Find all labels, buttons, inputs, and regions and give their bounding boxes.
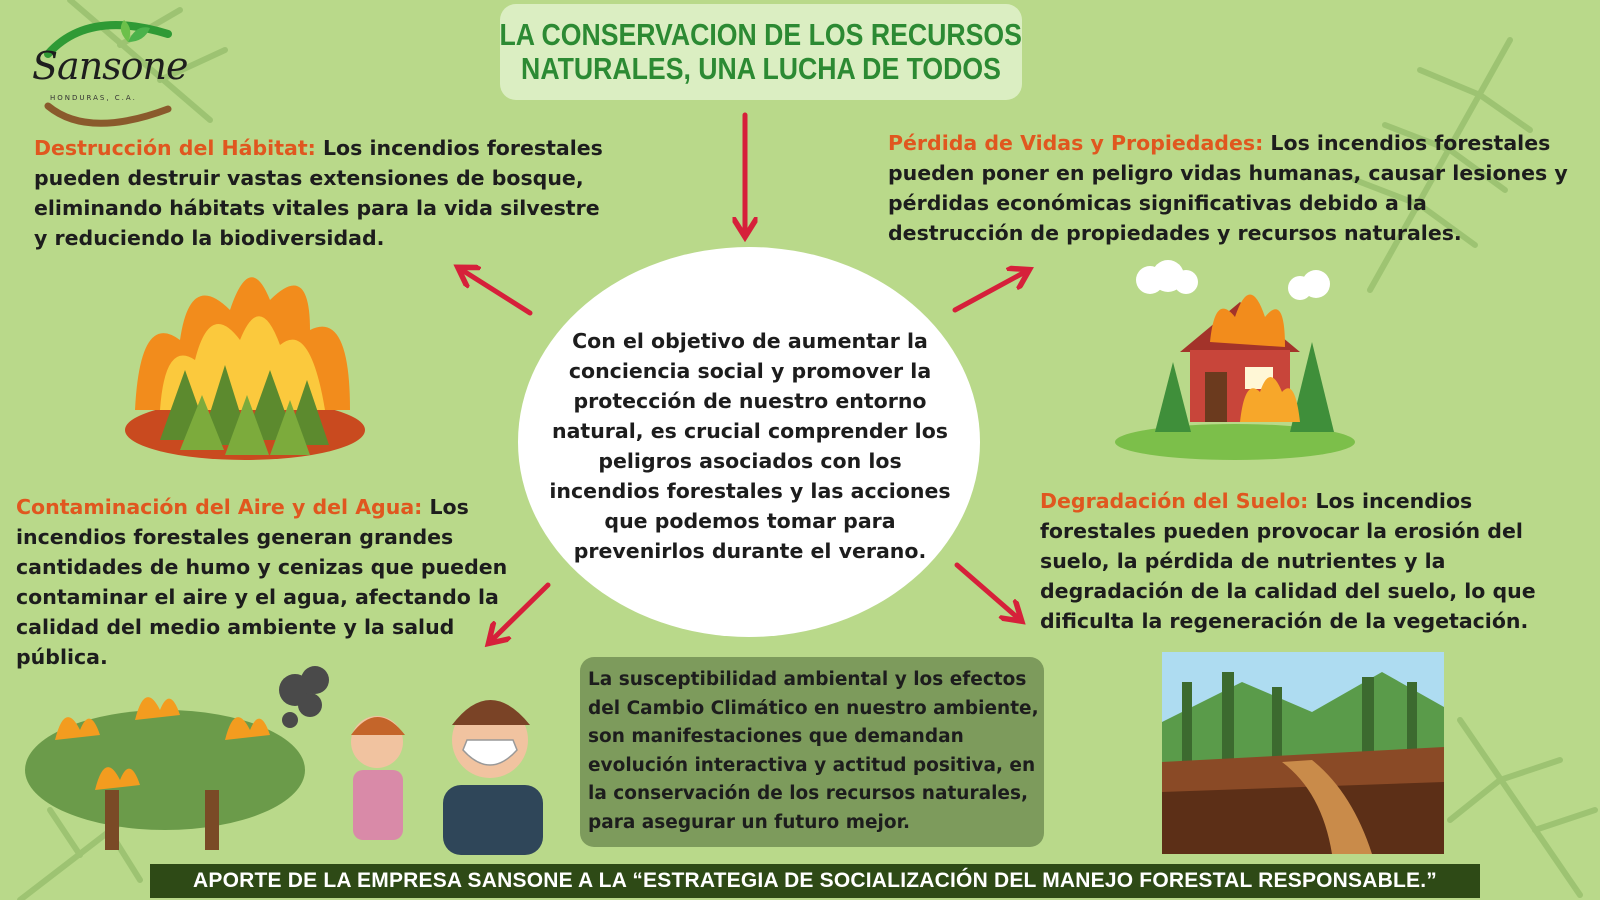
lives-heading: Pérdida de Vidas y Propiedades:	[888, 131, 1264, 155]
pollution-body: Los incendios forestales generan grandes cantidades de humo y cenizas que pueden contaminar el aire y el agua, afectando la calidad del medio ambiente y la salud pública.	[16, 495, 508, 669]
lives-body: Los incendios forestales pueden poner en peligro vidas humanas, causar lesiones y pérdidas económicas significativas debido a la destrucción de propiedades y recursos naturales.	[888, 131, 1568, 245]
note-text: La susceptibilidad ambiental y los efectos del Cambio Climático en nuestro ambiente, son manifestaciones que demandan evolución interactiva y actitud positiva, en la conservación de los recursos naturales, para asegurar un futuro mejor.	[588, 669, 1039, 833]
soil-block	[1040, 486, 1590, 636]
logo-subtitle: HONDURAS, C.A.	[50, 94, 137, 102]
page-title-line-1: LA CONSERVACION DE LOS RECURSOS	[499, 17, 1023, 52]
habitat-block	[34, 133, 614, 253]
center-text: Con el objetivo de aumentar la conciencia social y promover la protección de nuestro entorno natural, es crucial comprender los peligros asociados con los incendios forestales y las acciones que podemos tomar para prevenirlos durante el verano.	[549, 329, 951, 563]
pollution-heading: Contaminación del Aire y del Agua:	[16, 495, 423, 519]
lives-block	[888, 128, 1568, 248]
arrow-down-right	[957, 565, 1018, 618]
habitat-body: Los incendios forestales pueden destruir vastas extensiones de bosque, eliminando hábitats vitales para la vida silvestre y reduciendo la biodiversidad.	[34, 136, 603, 250]
page-title-line-2: NATURALES, UNA LUCHA DE TODOS	[521, 51, 1001, 86]
smoke-people-illustration	[15, 650, 555, 860]
forest-fire-illustration	[120, 250, 370, 470]
burning-house-illustration	[1110, 262, 1360, 462]
arrow-up-left	[462, 270, 530, 313]
soil-erosion-illustration	[1162, 652, 1444, 854]
logo-name: Sansone	[32, 44, 188, 88]
footer-banner: APORTE DE LA EMPRESA SANSONE A LA “ESTRATEGIA DE SOCIALIZACIÓN DEL MANEJO FORESTAL RESPONSABLE.”	[150, 864, 1480, 898]
pollution-block	[16, 492, 516, 672]
soil-body: Los incendios forestales pueden provocar la erosión del suelo, la pérdida de nutrientes y la degradación de la calidad del suelo, lo que dificulta la regeneración de la vegetación.	[1040, 489, 1536, 633]
soil-heading: Degradación del Suelo:	[1040, 489, 1309, 513]
arrow-up-right	[955, 272, 1025, 310]
habitat-heading: Destrucción del Hábitat:	[34, 136, 316, 160]
